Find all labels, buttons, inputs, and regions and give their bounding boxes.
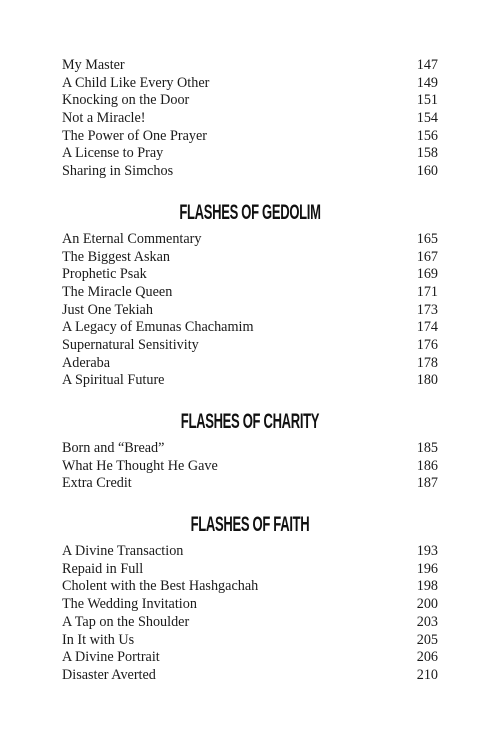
entry-title: Just One Tekiah bbox=[62, 301, 153, 318]
entry-title: Disaster Averted bbox=[62, 666, 156, 683]
entry-page-number: 165 bbox=[416, 230, 438, 247]
toc-entry bbox=[62, 302, 438, 320]
toc-entry bbox=[62, 163, 438, 181]
toc-entry bbox=[62, 57, 438, 75]
entry-title: Supernatural Sensitivity bbox=[62, 336, 199, 353]
entry-title: An Eternal Commentary bbox=[62, 230, 202, 247]
entry-title: Extra Credit bbox=[62, 475, 132, 492]
entry-page-number: 176 bbox=[416, 336, 438, 353]
entry-title: Cholent with the Best Hashgachah bbox=[62, 578, 259, 595]
entry-title: Sharing in Simchos bbox=[62, 163, 174, 180]
entry-title: In It with Us bbox=[62, 631, 135, 648]
entry-page-number: 156 bbox=[416, 127, 438, 144]
toc-entry bbox=[62, 649, 438, 667]
toc-entry bbox=[62, 372, 438, 390]
entry-page-number: 193 bbox=[416, 543, 438, 560]
toc-entry bbox=[62, 561, 438, 579]
toc-entry bbox=[62, 92, 438, 110]
entry-title: A Child Like Every Other bbox=[62, 74, 210, 91]
entry-page-number: 171 bbox=[416, 283, 438, 300]
entry-page-number: 147 bbox=[416, 57, 438, 73]
toc-entry bbox=[62, 284, 438, 302]
entry-page-number: 210 bbox=[416, 666, 438, 683]
section-heading: FLASHES OF CHARITY bbox=[180, 410, 320, 433]
toc-section-faith bbox=[62, 511, 438, 685]
entry-title: Not a Miracle! bbox=[62, 110, 146, 127]
toc-section-charity bbox=[62, 408, 438, 493]
entry-title: A Divine Portrait bbox=[62, 649, 160, 666]
entry-page-number: 169 bbox=[416, 266, 438, 283]
toc-entry bbox=[62, 355, 438, 373]
toc-entry bbox=[62, 75, 438, 93]
entry-page-number: 149 bbox=[416, 74, 438, 91]
entry-title: A Divine Transaction bbox=[62, 543, 184, 560]
toc-entry bbox=[62, 440, 438, 458]
entry-page-number: 178 bbox=[416, 354, 438, 371]
entry-title: What He Thought He Gave bbox=[62, 457, 218, 474]
entry-page-number: 186 bbox=[416, 457, 438, 474]
toc-entry bbox=[62, 128, 438, 146]
entry-page-number: 200 bbox=[416, 596, 438, 613]
entry-page-number: 158 bbox=[416, 145, 438, 162]
entry-page-number: 174 bbox=[416, 319, 438, 336]
section-heading: FLASHES OF GEDOLIM bbox=[179, 200, 321, 224]
toc-entry bbox=[62, 110, 438, 128]
entry-page-number: 160 bbox=[416, 163, 438, 180]
table-of-contents bbox=[62, 57, 438, 685]
entry-title: A Spiritual Future bbox=[62, 372, 165, 389]
entry-title: A Tap on the Shoulder bbox=[62, 613, 190, 630]
toc-entry bbox=[62, 319, 438, 337]
entry-title: The Miracle Queen bbox=[62, 283, 173, 300]
entry-page-number: 206 bbox=[416, 649, 438, 666]
entry-page-number: 180 bbox=[416, 372, 438, 389]
toc-entry bbox=[62, 667, 438, 685]
entry-title: Repaid in Full bbox=[62, 560, 144, 577]
toc-entry bbox=[62, 578, 438, 596]
entry-page-number: 198 bbox=[416, 578, 438, 595]
toc-section-gedolim bbox=[62, 199, 438, 390]
entry-title: The Power of One Prayer bbox=[62, 127, 207, 144]
entry-page-number: 173 bbox=[416, 301, 438, 318]
toc-entry bbox=[62, 145, 438, 163]
toc-entry bbox=[62, 543, 438, 561]
entry-title: Prophetic Psak bbox=[62, 266, 147, 283]
entry-page-number: 187 bbox=[416, 475, 438, 492]
toc-entry bbox=[62, 614, 438, 632]
entry-title: A Legacy of Emunas Chachamim bbox=[62, 319, 254, 336]
toc-entry bbox=[62, 475, 438, 493]
toc-entry bbox=[62, 266, 438, 284]
entry-page-number: 196 bbox=[416, 560, 438, 577]
entry-page-number: 167 bbox=[416, 248, 438, 265]
entry-page-number: 203 bbox=[416, 613, 438, 630]
toc-entry bbox=[62, 231, 438, 249]
entry-title: The Biggest Askan bbox=[62, 248, 170, 265]
toc-entry bbox=[62, 458, 438, 476]
entry-title: My Master bbox=[62, 57, 125, 73]
toc-entry bbox=[62, 249, 438, 267]
entry-page-number: 151 bbox=[416, 92, 438, 109]
section-heading: FLASHES OF FAITH bbox=[190, 513, 310, 537]
entry-page-number: 185 bbox=[416, 440, 438, 456]
toc-entry bbox=[62, 596, 438, 614]
toc-section bbox=[62, 57, 438, 181]
entry-title: The Wedding Invitation bbox=[62, 596, 197, 613]
entry-title: A License to Pray bbox=[62, 145, 164, 162]
toc-entry bbox=[62, 337, 438, 355]
entry-page-number: 205 bbox=[416, 631, 438, 648]
entry-title: Knocking on the Door bbox=[62, 92, 190, 109]
entry-title: Born and “Bread” bbox=[62, 440, 165, 456]
entry-title: Aderaba bbox=[62, 354, 111, 371]
toc-entry bbox=[62, 632, 438, 650]
entry-page-number: 154 bbox=[416, 110, 438, 127]
